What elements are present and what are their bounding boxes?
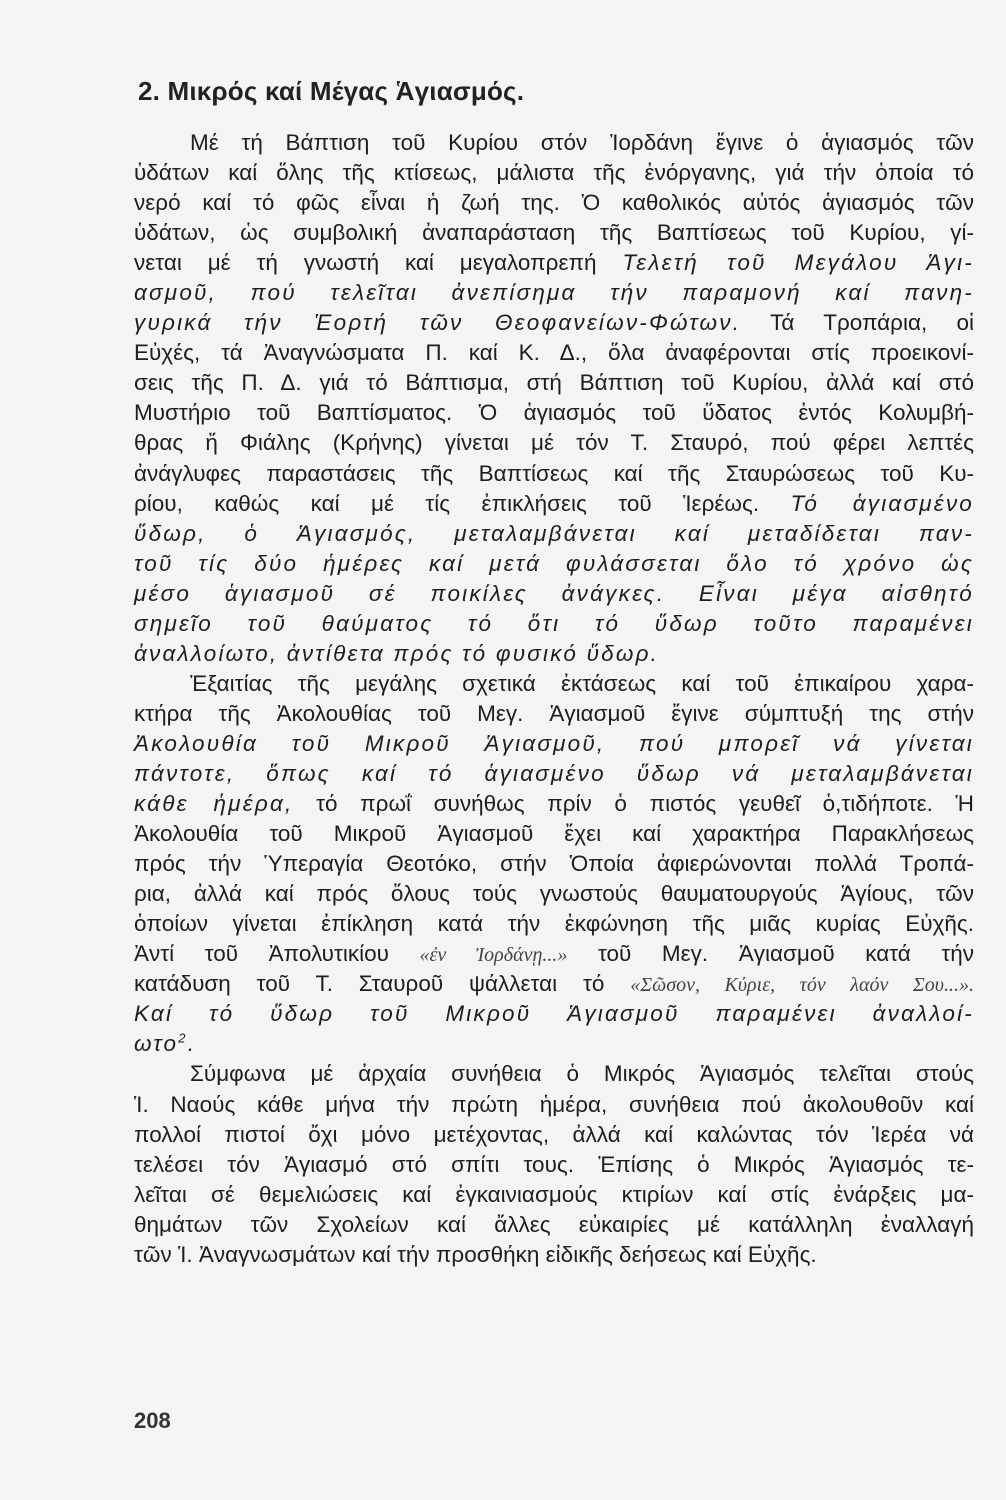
page-number: 208 xyxy=(134,1408,171,1433)
text-run: τοῦ Μεγ. Ἁγιασμοῦ κατά τήν xyxy=(567,941,975,967)
text-line xyxy=(134,308,974,338)
text-line xyxy=(134,789,974,819)
text-line xyxy=(134,1029,974,1059)
text-line: τελέσει τόν Ἁγιασμό στό σπίτι τους. Ἐπίσης ὁ Μικρός Ἁγιασμός τε- xyxy=(134,1151,974,1177)
text-line: Καί τό ὕδωρ τοῦ Μικροῦ Ἁγιασμοῦ παραμένει ἀναλλοί- xyxy=(134,1001,974,1027)
text-line: ἀνάγλυφες παραστάσεις τῆς Βαπτίσεως καί τῆς Σταυρώσεως τοῦ Κυ- xyxy=(134,460,974,486)
text-line: Εὐχές, τά Ἀναγνώσματα Π. καί Κ. Δ., ὅλα ἀναφέρονται στίς προεικονί- xyxy=(134,340,974,366)
text-line: θημάτων τῶν Σχολείων καί ἄλλες εὐκαιρίες μέ κατάλληλη ἐναλλαγή xyxy=(134,1211,974,1237)
text-line: νερό καί τό φῶς εἶναι ἡ ζωή της. Ὁ καθολικός αὐτός ἁγιασμός τῶν xyxy=(134,190,974,216)
italic-run: Τελετή τοῦ Μεγάλου Ἁγι- xyxy=(622,250,974,276)
text-line: σεις τῆς Π. Δ. γιά τό Βάπτισμα, στή Βάπτιση τοῦ Κυρίου, ἀλλά καί στό xyxy=(134,370,974,396)
text-line: Ἀκολουθία τοῦ Μικροῦ Ἁγιασμοῦ ἔχει καί χαρακτήρα Παρακλήσεως xyxy=(134,821,974,847)
quote-run: «Σῶσον, Κύριε, τόν λαόν Σου...». xyxy=(630,974,974,997)
text-run: νεται μέ τή γνωστή καί μεγαλοπρεπή xyxy=(134,250,623,276)
italic-run: Τό ἁγιασμένο xyxy=(790,490,974,516)
body-text xyxy=(134,128,974,1270)
text-line: Ἱ. Ναούς κάθε μήνα τήν πρώτη ἡμέρα, συνήθεια πού ἀκολουθοῦν καί xyxy=(134,1091,974,1117)
text-line: Σύμφωνα μέ ἀρχαία συνήθεια ὁ Μικρός Ἁγιασμός τελεῖται στούς xyxy=(190,1061,974,1087)
text-run: Ἀντί τοῦ Ἀπολυτικίου xyxy=(134,941,420,967)
text-line: σημεῖο τοῦ θαύματος τό ὅτι τό ὕδωρ τοῦτο παραμένει xyxy=(134,610,974,636)
text-run: Τά Τροπάρια, οἱ xyxy=(741,310,975,336)
text-line: ρια, ἀλλά καί πρός ὅλους τούς γνωστούς θαυματουργούς Ἁγίους, τῶν xyxy=(134,881,974,907)
text-line: ὕδωρ, ὁ Ἁγιασμός, μεταλαμβάνεται καί μεταδίδεται παν- xyxy=(134,520,974,546)
text-line xyxy=(134,248,974,278)
text-line: Μυστήριο τοῦ Βαπτίσματος. Ὁ ἁγιασμός τοῦ ὕδατος ἐντός Κολυμβή- xyxy=(134,400,974,426)
text-line: ἀναλλοίωτο, ἀντίθετα πρός τό φυσικό ὕδωρ. xyxy=(134,640,660,666)
italic-run: ωτο xyxy=(134,1031,179,1057)
text-line: πρός τήν Ὑπεραγία Θεοτόκο, στήν Ὁποία ἀφιερώνονται πολλά Τροπά- xyxy=(134,851,974,877)
text-line: ασμοῦ, πού τελεῖται ἀνεπίσημα τήν παραμονή καί πανη- xyxy=(134,280,974,306)
quote-run: «ἐν Ἰορδάνῃ...» xyxy=(419,944,568,967)
text-line: Ἐξαιτίας τῆς μεγάλης σχετικά ἐκτάσεως καί τοῦ ἐπικαίρου χαρα- xyxy=(190,670,974,696)
text-line: πάντοτε, ὅπως καί τό ἁγιασμένο ὕδωρ νά μεταλαμβάνεται xyxy=(134,760,974,786)
italic-run: γυρικά τήν Ἑορτή τῶν Θεοφανείων-Φώτων. xyxy=(134,310,742,336)
text-line xyxy=(134,969,974,999)
text-line: Ἀκολουθία τοῦ Μικροῦ Ἁγιασμοῦ, πού μπορεῖ νά γίνεται xyxy=(134,730,974,756)
text-line: Μέ τή Βάπτιση τοῦ Κυρίου στόν Ἰορδάνη ἔγινε ὁ ἁγιασμός τῶν xyxy=(190,130,974,155)
section-heading: 2. Μικρός καί Μέγας Ἁγιασμός. xyxy=(138,76,525,106)
text-line: τοῦ τίς δύο ἡμέρες καί μετά φυλάσσεται ὅλο τό χρόνο ὡς xyxy=(134,550,974,576)
text-line xyxy=(134,489,974,519)
text-run: . xyxy=(187,1031,197,1057)
text-line: μέσο ἁγιασμοῦ σέ ποικίλες ἀνάγκες. Εἶναι μέγα αἰσθητό xyxy=(134,580,974,606)
text-line: πολλοί πιστοί ὄχι μόνο μετέχοντας, ἀλλά καί καλώντας τόν Ἱερέα νά xyxy=(134,1121,974,1147)
text-line xyxy=(134,939,974,969)
text-line: τῶν Ἱ. Ἀναγνωσμάτων καί τήν προσθήκη εἰδικῆς δεήσεως καί Εὐχῆς. xyxy=(134,1241,817,1267)
text-line: λεῖται σέ θεμελιώσεις καί ἐγκαινιασμούς κτιρίων καί στίς ἐνάρξεις μα- xyxy=(134,1181,974,1207)
text-line: ὑδάτων καί ὅλης τῆς κτίσεως, μάλιστα τῆς ἐνόργανης, γιά τήν ὁποία τό xyxy=(134,160,974,186)
text-line: κτήρα τῆς Ἀκολουθίας τοῦ Μεγ. Ἁγιασμοῦ ἔγινε σύμπτυξή της στήν xyxy=(134,700,974,726)
italic-run: κάθε ἡμέρα, xyxy=(134,791,294,817)
text-line: ὑδάτων, ὡς συμβολική ἀναπαράσταση τῆς Βαπτίσεως τοῦ Κυρίου, γί- xyxy=(134,220,974,246)
text-line: θρας ἤ Φιάλης (Κρήνης) γίνεται μέ τόν Τ. Σταυρό, πού φέρει λεπτές xyxy=(134,430,974,456)
footnote-marker: 2 xyxy=(178,1030,188,1046)
text-run: ρίου, καθώς καί μέ τίς ἐπικλήσεις τοῦ Ἱερέως. xyxy=(134,490,791,516)
text-run: κατάδυση τοῦ Τ. Σταυροῦ ψάλλεται τό xyxy=(134,971,631,997)
text-line: ὁποίων γίνεται ἐπίκληση κατά τήν ἐκφώνηση τῆς μιᾶς κυρίας Εὐχῆς. xyxy=(134,911,974,937)
text-run: τό πρωΐ συνήθως πρίν ὁ πιστός γευθεῖ ὁ,τιδήποτε. Ἡ xyxy=(293,791,974,817)
